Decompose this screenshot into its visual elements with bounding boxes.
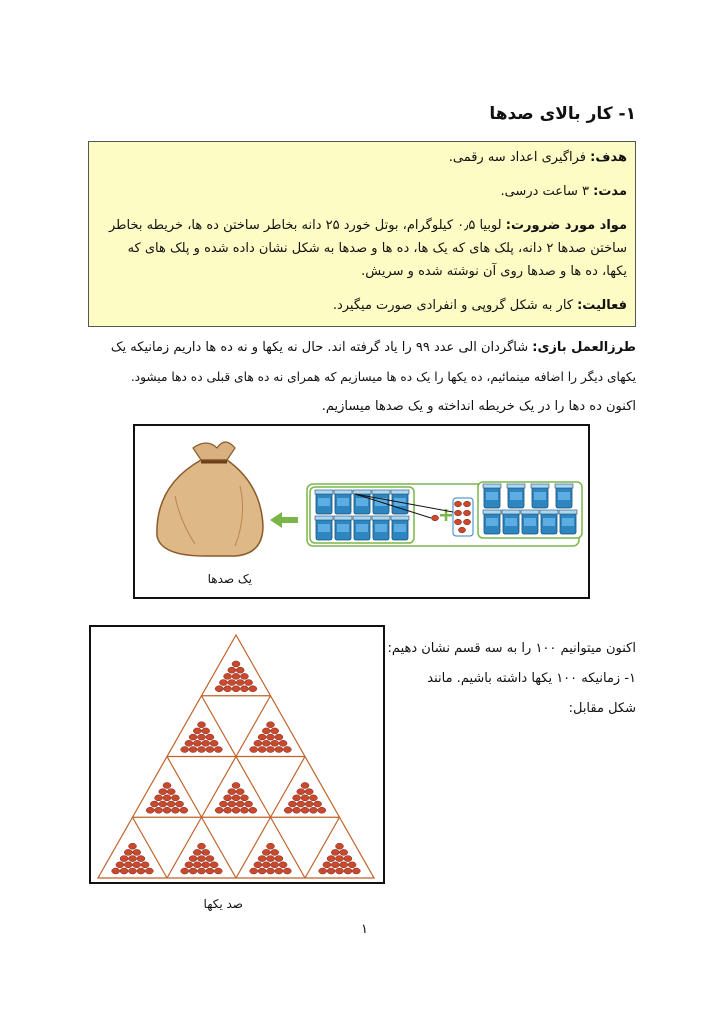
- side-line-2: ۱- زمانیکه ۱۰۰ یکها داشته باشیم. مانند: [427, 671, 636, 686]
- bean-pile: [181, 722, 223, 753]
- materials-label: مواد مورد ضرورت:: [505, 218, 627, 233]
- side-line-1: اکنون میتوانیم ۱۰۰ را به سه قسم نشان دهیم:: [387, 641, 636, 656]
- page-number: ۱: [361, 922, 368, 937]
- method-line-3: اکنون ده دها را در یک خریطه انداخته و یک صدها میسازیم.: [321, 399, 636, 414]
- bottle-icon: [540, 510, 558, 534]
- green-arrow-icon: [270, 512, 298, 528]
- bean-pile: [284, 782, 326, 813]
- method-line-1: [88, 340, 636, 355]
- bean: [463, 510, 470, 516]
- method-line-2: یکهای دیگر را اضافه مینمائیم، ده یکها را یک ده ها میسازیم که همرای نه ده های قبلی ده دها میشود.: [130, 370, 636, 384]
- page-title: ۱- کار بالای صدها: [489, 104, 636, 124]
- bean: [431, 515, 438, 521]
- bottle-icon: [555, 484, 573, 508]
- materials-line-1: [97, 218, 627, 233]
- goal-box: [88, 141, 636, 327]
- materials-line-3: یکها، ده ها و صدها روی آن نوشته شده و سریش.: [361, 264, 627, 279]
- bottle-icon: [315, 516, 333, 540]
- bean-pile: [319, 843, 361, 874]
- bean: [454, 501, 461, 507]
- bean-pile: [215, 661, 257, 692]
- bottle-icon: [315, 490, 333, 514]
- figure-1-caption: یک صدها: [207, 572, 252, 586]
- bottle-icon: [521, 510, 539, 534]
- duration-line: [97, 184, 627, 199]
- figure-2-drawing: [91, 627, 383, 882]
- bean-pile: [146, 782, 188, 813]
- method-label: طرزالعمل بازی:: [532, 340, 636, 355]
- sack-icon: [157, 442, 263, 556]
- bottle-icon: [531, 484, 549, 508]
- bean-pile: [181, 843, 223, 874]
- bean-piles: [112, 661, 361, 874]
- bottle-icon: [334, 490, 352, 514]
- activity-label: فعالیت:: [577, 298, 627, 313]
- bottle-icon: [353, 490, 371, 514]
- bottle-icon: [502, 510, 520, 534]
- triangle-pyramid: [98, 635, 374, 878]
- bottle-icon: [559, 510, 577, 534]
- bean: [463, 519, 470, 525]
- bottle-icon: [334, 516, 352, 540]
- bottle-icon: [507, 484, 525, 508]
- figure-2-caption: صد یکها: [203, 897, 243, 911]
- bottle-icon: [353, 516, 371, 540]
- duration-label: مدت:: [593, 184, 627, 199]
- activity-text: کار به شکل گروپی و انفرادی صورت میگیرد.: [332, 298, 573, 313]
- bean: [454, 519, 461, 525]
- materials-text-1: لوبیا ۰٫۵ کیلوگرام، بوتل خورد ۲۵ دانه بخاطر ساختن ده ها، خریطه بخاطر: [108, 218, 502, 233]
- figure-1-drawing: [135, 426, 588, 597]
- figure-hundred-ones: [89, 625, 385, 884]
- activity-line: [97, 298, 627, 313]
- bean-pile: [215, 782, 257, 813]
- goal-line: [97, 150, 627, 165]
- method-text-1: شاگردان الی عدد ۹۹ را یاد گرفته اند. حال نه یکها و نه ده ها داریم زمانیکه یک: [110, 340, 529, 355]
- bottle-icon: [391, 516, 409, 540]
- figure-tens-to-hundred: [133, 424, 590, 599]
- goal-label: هدف:: [590, 150, 627, 165]
- bean: [463, 501, 470, 507]
- bottle-icon: [372, 516, 390, 540]
- goal-text: فراگیری اعداد سه رقمی.: [448, 150, 587, 165]
- bean: [458, 527, 465, 533]
- bottle-icon: [483, 510, 501, 534]
- bottle-icon: [483, 484, 501, 508]
- side-line-3: شکل مقابل:: [568, 701, 636, 716]
- duration-text: ۳ ساعت درسی.: [500, 184, 590, 199]
- bean: [454, 510, 461, 516]
- materials-line-2: ساختن صدها ۲ دانه، پلک های که یک ها، ده ها و صدها به شکل نشان داده شده و پلک های که: [127, 241, 627, 256]
- bean-pile: [250, 722, 292, 753]
- bean-pile: [112, 843, 154, 874]
- bean-pile: [250, 843, 292, 874]
